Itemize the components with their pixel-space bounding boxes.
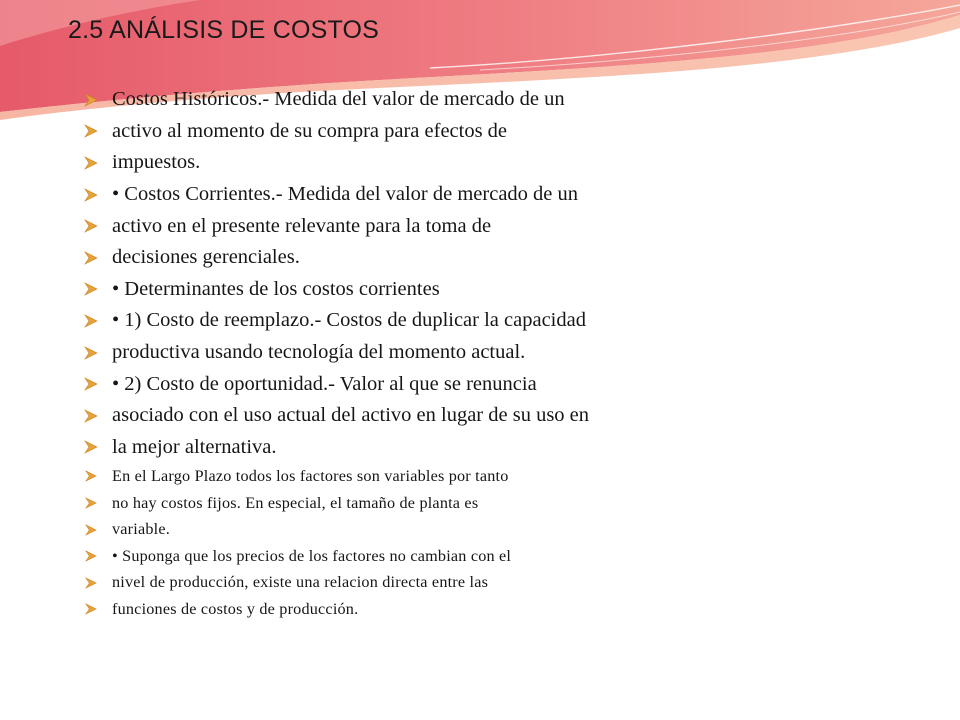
arrow-bullet-icon <box>84 377 112 391</box>
bullet-text: asociado con el uso actual del activo en lugar de su uso en <box>112 404 590 427</box>
bullet-item <box>84 242 589 274</box>
bullet-item <box>84 179 589 211</box>
bullet-item <box>84 210 589 242</box>
bullet-text: • Determinantes de los costos corrientes <box>112 277 440 300</box>
bullet-text: no hay costos fijos. En especial, el tamaño de planta es <box>112 493 479 512</box>
bullet-text: nivel de producción, existe una relacion directa entre las <box>112 573 489 592</box>
bullet-text: • Costos Corrientes.- Medida del valor de mercado de un <box>112 183 579 206</box>
bullet-text: productiva usando tecnología del momento actual. <box>112 341 526 364</box>
bullet-text: activo en el presente relevante para la toma de <box>112 214 492 237</box>
arrow-bullet-icon <box>84 219 112 233</box>
bullet-item <box>84 84 589 116</box>
arrow-bullet-icon <box>84 251 112 265</box>
bullet-item <box>84 305 589 337</box>
bullet-text: funciones de costos y de producción. <box>112 599 359 618</box>
arrow-bullet-icon <box>84 188 112 202</box>
bullet-item <box>84 432 589 464</box>
bullet-item <box>84 463 589 490</box>
bullet-text: decisiones gerenciales. <box>112 246 300 269</box>
bullet-item <box>84 147 589 179</box>
bullet-text: la mejor alternativa. <box>112 435 277 458</box>
bullet-item <box>84 274 589 306</box>
bullet-item <box>84 368 589 400</box>
bullet-item <box>84 596 589 623</box>
bullet-text: variable. <box>112 520 170 539</box>
bullet-text: activo al momento de su compra para efectos de <box>112 119 508 142</box>
arrow-bullet-icon <box>84 156 112 170</box>
bullet-item <box>84 516 589 543</box>
arrow-bullet-icon <box>84 470 112 482</box>
slide-title: 2.5 ANÁLISIS DE COSTOS <box>68 16 380 44</box>
arrow-bullet-icon <box>84 346 112 360</box>
bullet-item <box>84 570 589 597</box>
arrow-bullet-icon <box>84 603 112 615</box>
bullet-text: • Suponga que los precios de los factores no cambian con el <box>112 546 512 565</box>
bullet-item <box>84 337 589 369</box>
bullet-item <box>84 490 589 517</box>
bullet-text: impuestos. <box>112 151 201 174</box>
arrow-bullet-icon <box>84 497 112 509</box>
bullet-text: • 2) Costo de oportunidad.- Valor al que se renuncia <box>112 372 537 395</box>
bullet-list <box>84 84 589 623</box>
bullet-item <box>84 400 589 432</box>
bullet-text: • 1) Costo de reemplazo.- Costos de duplicar la capacidad <box>112 309 586 332</box>
arrow-bullet-icon <box>84 550 112 562</box>
arrow-bullet-icon <box>84 282 112 296</box>
arrow-bullet-icon <box>84 314 112 328</box>
arrow-bullet-icon <box>84 409 112 423</box>
arrow-bullet-icon <box>84 93 112 107</box>
arrow-bullet-icon <box>84 524 112 536</box>
bullet-item <box>84 116 589 148</box>
arrow-bullet-icon <box>84 577 112 589</box>
bullet-text: Costos Históricos.- Medida del valor de mercado de un <box>112 88 565 111</box>
arrow-bullet-icon <box>84 440 112 454</box>
arrow-bullet-icon <box>84 124 112 138</box>
bullet-text: En el Largo Plazo todos los factores son variables por tanto <box>112 466 509 485</box>
bullet-item <box>84 543 589 570</box>
